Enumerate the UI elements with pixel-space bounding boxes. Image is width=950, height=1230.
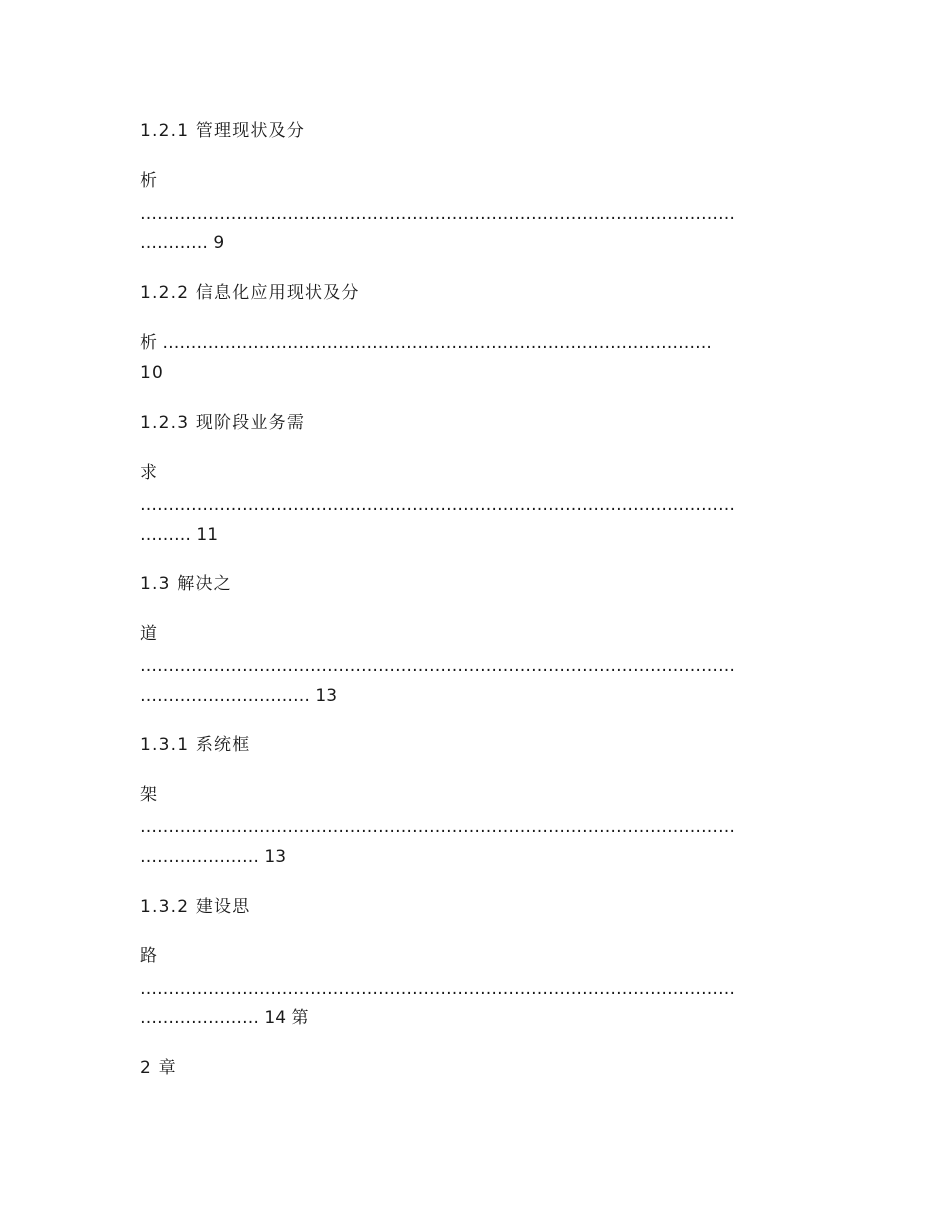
- toc-dots-1-2-3: ……………………………………………………………………………………………: [140, 495, 735, 515]
- toc-page-1-3-2: ………………… 14 第: [140, 1008, 309, 1028]
- toc-title-chapter-2: 2 章: [140, 1058, 177, 1078]
- toc-title-tail-1-3-1: 架: [140, 785, 159, 805]
- toc-dots-1-3-2: ……………………………………………………………………………………………: [140, 979, 735, 999]
- toc-dots-1-2-1: ……………………………………………………………………………………………: [140, 204, 735, 224]
- toc-title-1-2-3: 1.2.3 现阶段业务需: [140, 413, 306, 433]
- toc-title-tail-1-2-1: 析: [140, 171, 159, 191]
- toc-title-tail-1-3: 道: [140, 624, 159, 644]
- toc-title-1-2-1: 1.2.1 管理现状及分: [140, 121, 306, 141]
- toc-dots-1-3: ……………………………………………………………………………………………: [140, 656, 735, 676]
- toc-page-1-3: ………………………… 13: [140, 686, 338, 706]
- toc-dots-1-3-1: ……………………………………………………………………………………………: [140, 817, 735, 837]
- toc-title-1-2-2: 1.2.2 信息化应用现状及分: [140, 283, 360, 303]
- toc-page-1-3-1: ………………… 13: [140, 847, 287, 867]
- toc-title-tail-1-2-3: 求: [140, 463, 159, 483]
- toc-dots-1-2-2: 析 …………………………………………………………………………………….: [140, 333, 712, 353]
- toc-title-1-3: 1.3 解决之: [140, 574, 232, 594]
- toc-title-tail-1-3-2: 路: [140, 946, 159, 966]
- toc-page-1-2-1: ………… 9: [140, 233, 225, 253]
- toc-page-1-2-3: ……… 11: [140, 525, 219, 545]
- toc-page-1-2-2: 10: [140, 363, 165, 383]
- toc-title-1-3-2: 1.3.2 建设思: [140, 897, 251, 917]
- toc-title-1-3-1: 1.3.1 系统框: [140, 735, 251, 755]
